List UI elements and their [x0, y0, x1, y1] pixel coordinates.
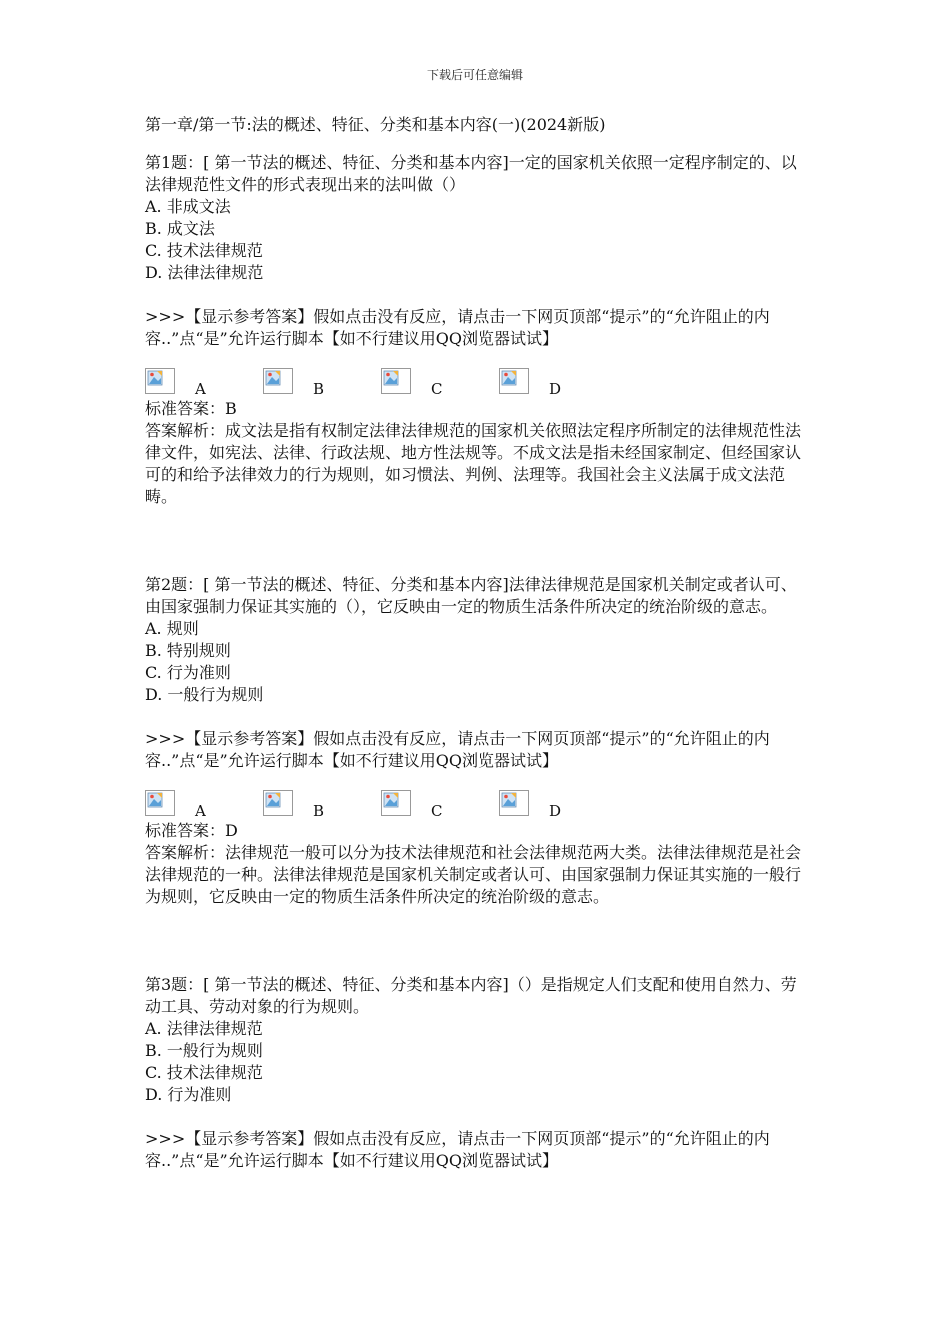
question-text: 第3题：[ 第一节法的概述、特征、分类和基本内容]（）是指规定人们支配和使用自然力、劳动工具、劳动对象的行为规则。 [145, 975, 797, 1016]
answer-analysis: 答案解析：成文法是指有权制定法律法律规范的国家机关依照法定程序所制定的法律规范性法律文件，如宪法、法律、行政法规、地方性法规等。不成文法是指未经国家制定、但经国家认可的和给予法律效力的行为规则，如习惯法、判例、法理等。我国社会主义法属于成文法范畴。 [145, 421, 802, 506]
option-c: C. 技术法律规范 [145, 241, 263, 260]
show-answer-link[interactable]: >>>【显示参考答案】假如点击没有反应，请点击一下网页顶部“提示”的“允许阻止的内容..”点“是”允许运行脚本【如不行建议用QQ浏览器试试】 [145, 307, 770, 348]
image-option-label: C [431, 802, 443, 820]
answer-analysis: 答案解析：法律规范一般可以分为技术法律规范和社会法律规范两大类。法律法律规范是社会法律规范的一种。法律法律规范是国家机关制定或者认可、由国家强制力保证其实施的一般行为规则，它反映由一定的物质生活条件所决定的统治阶级的意志。 [145, 843, 802, 906]
show-answer-link[interactable]: >>>【显示参考答案】假如点击没有反应，请点击一下网页顶部“提示”的“允许阻止的内容..”点“是”允许运行脚本【如不行建议用QQ浏览器试试】 [145, 1129, 770, 1170]
document-title: 第一章/第一节:法的概述、特征、分类和基本内容(一)(2024新版) [145, 115, 606, 134]
image-option-label: A [195, 802, 206, 820]
option-b: B. 一般行为规则 [145, 1041, 263, 1060]
question-2 [145, 574, 810, 908]
header-note: 下载后可任意编辑 [426, 68, 523, 82]
image-option-b[interactable] [263, 790, 381, 820]
image-option-label: D [549, 380, 562, 398]
answer-image-options [145, 790, 810, 820]
broken-image-icon [263, 790, 293, 816]
image-option-b[interactable] [263, 368, 381, 398]
option-a: A. 规则 [145, 619, 199, 638]
option-c: C. 技术法律规范 [145, 1063, 263, 1082]
image-option-label: A [195, 380, 206, 398]
broken-image-icon [381, 790, 411, 816]
option-a: A. 法律法律规范 [145, 1019, 263, 1038]
question-3 [145, 974, 810, 1172]
image-option-a[interactable] [145, 368, 263, 398]
option-b: B. 特别规则 [145, 641, 231, 660]
image-option-a[interactable] [145, 790, 263, 820]
image-option-label: C [431, 380, 443, 398]
question-text: 第1题：[ 第一节法的概述、特征、分类和基本内容]一定的国家机关依照一定程序制定的、以法律规范性文件的形式表现出来的法叫做（） [145, 153, 797, 194]
broken-image-icon [499, 790, 529, 816]
broken-image-icon [499, 368, 529, 394]
image-option-label: B [313, 380, 325, 398]
broken-image-icon [145, 368, 175, 394]
show-answer-link[interactable]: >>>【显示参考答案】假如点击没有反应，请点击一下网页顶部“提示”的“允许阻止的内容..”点“是”允许运行脚本【如不行建议用QQ浏览器试试】 [145, 729, 770, 770]
standard-answer: 标准答案：B [145, 399, 237, 418]
image-option-c[interactable] [381, 368, 499, 398]
standard-answer: 标准答案：D [145, 821, 238, 840]
image-option-d[interactable] [499, 790, 617, 820]
image-option-label: D [549, 802, 562, 820]
broken-image-icon [263, 368, 293, 394]
option-c: C. 行为准则 [145, 663, 231, 682]
option-a: A. 非成文法 [145, 197, 231, 216]
option-d: D. 行为准则 [145, 1085, 232, 1104]
image-option-label: B [313, 802, 325, 820]
broken-image-icon [145, 790, 175, 816]
option-d: D. 法律法律规范 [145, 263, 264, 282]
question-1 [145, 152, 810, 508]
option-b: B. 成文法 [145, 219, 215, 238]
broken-image-icon [381, 368, 411, 394]
document-body [145, 114, 810, 1190]
image-option-c[interactable] [381, 790, 499, 820]
image-option-d[interactable] [499, 368, 617, 398]
answer-image-options [145, 368, 810, 398]
option-d: D. 一般行为规则 [145, 685, 264, 704]
question-text: 第2题：[ 第一节法的概述、特征、分类和基本内容]法律法律规范是国家机关制定或者认可、由国家强制力保证其实施的（），它反映由一定的物质生活条件所决定的统治阶级的意志。 [145, 575, 797, 616]
